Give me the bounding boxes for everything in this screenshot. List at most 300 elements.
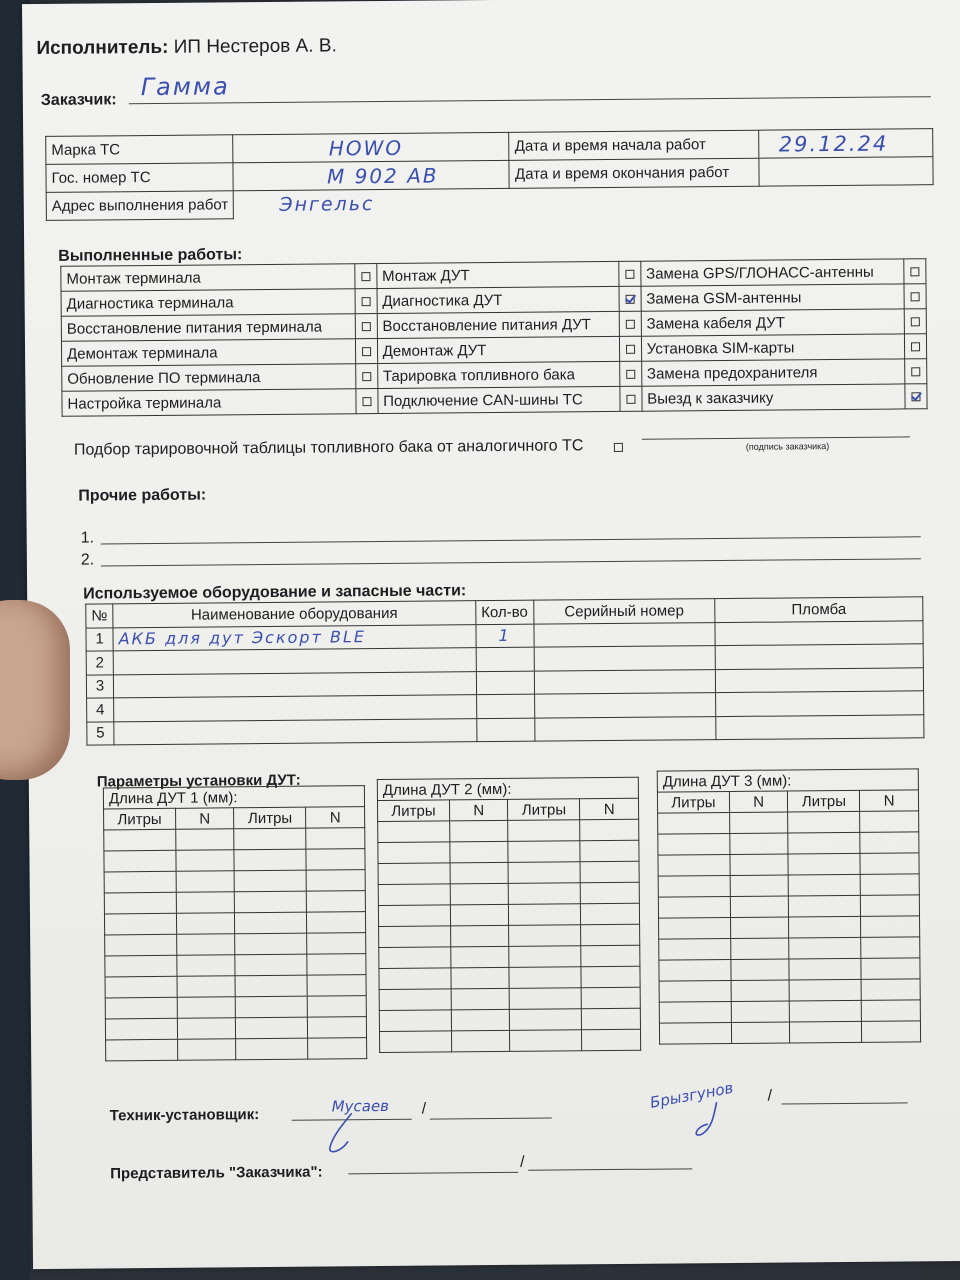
technician-line-3 bbox=[782, 1102, 908, 1104]
dut-cell bbox=[378, 884, 450, 906]
brand-label: Марка ТС bbox=[46, 135, 234, 165]
dut-cell bbox=[177, 1039, 236, 1061]
dut-cell bbox=[450, 925, 509, 947]
dut-cell bbox=[730, 875, 789, 897]
technician-slash-2: / bbox=[767, 1087, 773, 1105]
dut-cell bbox=[659, 980, 731, 1002]
dut-cell bbox=[450, 904, 509, 926]
representative-line-2 bbox=[528, 1168, 692, 1170]
dut-cell bbox=[450, 883, 509, 905]
calibration-checkbox[interactable] bbox=[614, 439, 623, 457]
equipment-cell-seal bbox=[715, 667, 923, 692]
checkbox-icon bbox=[626, 395, 635, 404]
dut-row bbox=[659, 937, 920, 960]
equipment-title: Используемое оборудование и запасные части: bbox=[83, 582, 467, 603]
checkbox-icon bbox=[911, 392, 920, 401]
dut-cell bbox=[789, 958, 861, 980]
dut-row bbox=[379, 924, 640, 947]
dut-cell bbox=[659, 1022, 731, 1044]
executor-value: ИП Нестеров А. В. bbox=[173, 35, 337, 58]
thumb bbox=[0, 600, 70, 780]
other-works-line-2 bbox=[101, 558, 921, 566]
dut-row bbox=[659, 1000, 920, 1023]
dut-cell bbox=[581, 924, 640, 946]
dut-cell bbox=[788, 832, 860, 854]
checkbox-icon bbox=[361, 272, 370, 281]
dut-row bbox=[106, 1038, 367, 1061]
dut-cell bbox=[789, 937, 861, 959]
checkbox-icon bbox=[625, 270, 634, 279]
dut-cell bbox=[106, 1039, 178, 1061]
work-item-label: Диагностика ДУТ bbox=[377, 286, 619, 313]
dut-cell bbox=[104, 829, 176, 851]
work-item-label: Замена предохранителя bbox=[641, 359, 905, 386]
equipment-cell-num: 3 bbox=[86, 674, 113, 698]
dut-cell bbox=[510, 1030, 582, 1052]
dut-row bbox=[105, 996, 366, 1019]
dut-cell bbox=[790, 979, 862, 1001]
dut-cell bbox=[790, 1021, 862, 1043]
dut-cell bbox=[105, 976, 177, 998]
work-item-label: Демонтаж ДУТ bbox=[377, 336, 619, 363]
checkbox-icon bbox=[911, 292, 920, 301]
dut-cell bbox=[509, 967, 581, 989]
dut-header-cell: Литры bbox=[104, 808, 176, 830]
dut-row bbox=[378, 819, 639, 842]
work-item-checkbox[interactable] bbox=[356, 389, 378, 414]
brand-value: HOWO bbox=[328, 135, 404, 160]
dut-cell bbox=[659, 959, 731, 981]
dut-row bbox=[658, 895, 919, 918]
other-works-title: Прочие работы: bbox=[78, 486, 207, 505]
address-label: Адрес выполнения работ bbox=[46, 191, 234, 221]
end-value bbox=[759, 157, 933, 187]
dut-cell bbox=[105, 1018, 177, 1040]
dut-cell bbox=[862, 1000, 921, 1022]
technician-signature-stroke bbox=[312, 1111, 372, 1157]
dut-cell bbox=[788, 811, 860, 833]
equipment-header-cell: Пломба bbox=[715, 597, 923, 622]
vehicle-table bbox=[45, 128, 934, 221]
dut-cell bbox=[235, 870, 307, 892]
work-item-checkbox[interactable] bbox=[904, 309, 926, 334]
dut-cell bbox=[176, 829, 235, 851]
dut-cell bbox=[379, 1031, 451, 1053]
dut-row bbox=[659, 958, 920, 981]
work-item-label: Подключение CAN-шины ТС bbox=[378, 386, 620, 413]
work-item-checkbox[interactable] bbox=[620, 386, 642, 411]
work-item-label: Диагностика терминала bbox=[61, 289, 355, 317]
dut-cell bbox=[379, 1010, 451, 1032]
dut-row bbox=[379, 1029, 640, 1052]
equipment-cell-name bbox=[114, 718, 477, 745]
work-item-checkbox[interactable] bbox=[354, 264, 376, 289]
dut-cell bbox=[450, 820, 509, 842]
work-item-checkbox[interactable] bbox=[619, 311, 641, 336]
dut-header-cell: N bbox=[729, 791, 788, 813]
work-item-label: Замена кабеля ДУТ bbox=[641, 309, 905, 336]
start-label: Дата и время начала работ bbox=[509, 130, 759, 160]
dut-cell bbox=[508, 841, 580, 863]
work-item-checkbox[interactable] bbox=[904, 259, 926, 284]
equipment-cell-num: 5 bbox=[87, 721, 114, 745]
technician-slash: / bbox=[421, 1100, 427, 1118]
dut-row bbox=[105, 933, 366, 956]
dut-cell bbox=[234, 828, 306, 850]
work-item-label: Обновление ПО терминала bbox=[62, 364, 356, 392]
dut-cell bbox=[860, 832, 919, 854]
dut-row bbox=[104, 912, 365, 935]
dut-cell bbox=[308, 1017, 367, 1039]
work-item-checkbox[interactable] bbox=[618, 261, 640, 286]
works-title: Выполненные работы: bbox=[58, 246, 243, 265]
dut-header-cell: Литры bbox=[657, 791, 729, 813]
dut-cell bbox=[658, 854, 730, 876]
dut-row bbox=[659, 979, 920, 1002]
dut-cell bbox=[582, 1029, 641, 1051]
other-works-line-1 bbox=[101, 536, 921, 544]
dut-cell bbox=[731, 980, 790, 1002]
works-table bbox=[60, 258, 927, 417]
dut-row bbox=[105, 954, 366, 977]
dut-cell bbox=[731, 959, 790, 981]
equipment-cell-qty bbox=[476, 671, 534, 695]
dut-cell bbox=[307, 975, 366, 997]
equipment-header-cell: № bbox=[86, 604, 113, 628]
dut-row bbox=[104, 828, 365, 851]
other-works-item-1: 1. bbox=[80, 529, 95, 547]
dut-cell bbox=[509, 946, 581, 968]
signature-caption: (подпись заказчика) bbox=[745, 441, 830, 452]
dut-cell bbox=[788, 853, 860, 875]
equipment-cell-serial bbox=[534, 693, 715, 718]
address-cell bbox=[234, 185, 934, 219]
calibration-label: Подбор тарировочной таблицы топливного бака от аналогичного ТС bbox=[73, 437, 584, 459]
dut-row bbox=[379, 1008, 640, 1031]
dut-cell bbox=[860, 811, 919, 833]
equipment-cell-qty bbox=[476, 647, 534, 671]
dut-cell bbox=[105, 955, 177, 977]
dut-cell bbox=[789, 895, 861, 917]
dut-cell bbox=[581, 903, 640, 925]
dut-cell bbox=[659, 938, 731, 960]
dut-cell bbox=[378, 905, 450, 927]
dut-row bbox=[104, 891, 365, 914]
checkbox-icon bbox=[626, 370, 635, 379]
dut-cell bbox=[659, 917, 731, 939]
dut-cell bbox=[176, 871, 235, 893]
address-value: Энгельс bbox=[279, 192, 375, 216]
work-item-checkbox[interactable] bbox=[355, 339, 377, 364]
checkbox-icon bbox=[362, 397, 371, 406]
dut-cell bbox=[451, 946, 510, 968]
checkbox-icon bbox=[625, 320, 634, 329]
work-item-checkbox[interactable] bbox=[905, 359, 927, 384]
dut-cell bbox=[105, 934, 177, 956]
equipment-cell-qty: 1 bbox=[476, 624, 534, 648]
technician-line-2 bbox=[430, 1118, 552, 1120]
dut-cell bbox=[580, 840, 639, 862]
dut-cell bbox=[235, 933, 307, 955]
dut-cell bbox=[658, 875, 730, 897]
work-item-checkbox[interactable] bbox=[904, 334, 926, 359]
dut-cell bbox=[378, 863, 450, 885]
dut-row bbox=[378, 903, 639, 926]
work-item-checkbox[interactable] bbox=[355, 314, 377, 339]
representative-line-1 bbox=[348, 1172, 518, 1174]
equipment-cell-serial bbox=[534, 646, 715, 671]
equipment-cell-num: 1 bbox=[86, 627, 113, 651]
equipment-cell-num: 4 bbox=[87, 698, 114, 722]
calibration-signature-line bbox=[642, 436, 910, 439]
equipment-cell-serial bbox=[534, 716, 715, 741]
dut-cell bbox=[580, 861, 639, 883]
dut-header-cell: N bbox=[175, 808, 234, 830]
equipment-cell-name bbox=[114, 695, 477, 722]
plate-value: М 902 АВ bbox=[326, 162, 439, 188]
work-item-label: Восстановление питания терминала bbox=[61, 314, 355, 342]
dut-cell bbox=[658, 833, 730, 855]
dut-cell bbox=[861, 979, 920, 1001]
checkbox-icon bbox=[626, 345, 635, 354]
dut-cell bbox=[731, 938, 790, 960]
dut-row bbox=[379, 945, 640, 968]
dut-cell bbox=[658, 896, 730, 918]
dut-cell bbox=[235, 975, 307, 997]
dut-row bbox=[658, 811, 919, 834]
dut-header-row bbox=[377, 798, 638, 821]
dut-title: Длина ДУТ 2 (мм): bbox=[377, 777, 638, 800]
dut-cell bbox=[177, 976, 236, 998]
customer-underline bbox=[129, 96, 931, 104]
work-item-checkbox[interactable] bbox=[619, 286, 641, 311]
dut-cell bbox=[581, 966, 640, 988]
checkbox-icon bbox=[910, 267, 919, 276]
dut-cell bbox=[861, 916, 920, 938]
dut-cell bbox=[450, 862, 509, 884]
dut-cell bbox=[451, 1030, 510, 1052]
start-cell bbox=[759, 129, 933, 159]
dut-cell bbox=[306, 828, 365, 850]
technician-signature-stroke-2 bbox=[682, 1098, 742, 1144]
dut-cell bbox=[861, 937, 920, 959]
equipment-cell-seal bbox=[715, 644, 923, 669]
document-sheet bbox=[22, 0, 960, 1269]
dut-row bbox=[658, 874, 919, 897]
equipment-header-cell: Серийный номер bbox=[533, 599, 714, 624]
equipment-cell-seal bbox=[716, 714, 924, 739]
dut-cell bbox=[306, 870, 365, 892]
work-item-label: Восстановление питания ДУТ bbox=[377, 311, 619, 338]
dut-cell bbox=[860, 874, 919, 896]
equipment-cell-serial bbox=[534, 669, 715, 694]
equipment-cell-serial bbox=[534, 622, 715, 647]
dut-cell bbox=[307, 933, 366, 955]
work-item-label: Демонтаж терминала bbox=[61, 339, 355, 367]
work-item-checkbox[interactable] bbox=[355, 289, 377, 314]
dut-cell bbox=[451, 1009, 510, 1031]
dut-cell bbox=[581, 945, 640, 967]
work-item-checkbox[interactable] bbox=[904, 284, 926, 309]
work-item-label: Монтаж терминала bbox=[61, 264, 355, 292]
dut-cell bbox=[582, 1008, 641, 1030]
equipment-table bbox=[85, 596, 924, 745]
dut-row bbox=[104, 849, 365, 872]
representative-label: Представитель "Заказчика": bbox=[110, 1163, 323, 1183]
dut-cell bbox=[451, 967, 510, 989]
dut-cell bbox=[176, 934, 235, 956]
dut-header-cell: Литры bbox=[788, 790, 860, 812]
dut-cell bbox=[508, 820, 580, 842]
dut-row bbox=[105, 975, 366, 998]
technician-name: Мусаев bbox=[331, 1096, 390, 1116]
dut-row bbox=[379, 966, 640, 989]
dut-cell bbox=[450, 841, 509, 863]
work-item-checkbox[interactable] bbox=[905, 384, 927, 409]
dut-title: Длина ДУТ 1 (мм): bbox=[103, 786, 364, 809]
dut-row bbox=[104, 870, 365, 893]
dut-row bbox=[379, 987, 640, 1010]
dut-cell bbox=[177, 1018, 236, 1040]
other-works-item-2: 2. bbox=[80, 551, 95, 569]
dut-cell bbox=[378, 842, 450, 864]
dut-cell bbox=[104, 892, 176, 914]
checkbox-icon bbox=[911, 367, 920, 376]
dut-cell bbox=[789, 874, 861, 896]
dut-cell bbox=[659, 1001, 731, 1023]
start-value: 29.12.24 bbox=[778, 131, 889, 157]
equipment-cell-name bbox=[113, 671, 476, 698]
dut-title: Длина ДУТ 3 (мм): bbox=[657, 769, 918, 792]
equipment-cell-seal bbox=[715, 691, 923, 716]
dut-header-cell: N bbox=[860, 790, 919, 812]
checkbox-icon bbox=[361, 297, 370, 306]
equipment-cell-num: 2 bbox=[86, 651, 113, 675]
dut-cell bbox=[509, 883, 581, 905]
dut-cell bbox=[307, 891, 366, 913]
dut-header-cell: Литры bbox=[234, 807, 306, 829]
dut-cell bbox=[235, 912, 307, 934]
executor-line bbox=[36, 35, 337, 60]
dut-row bbox=[378, 861, 639, 884]
checkbox-icon bbox=[911, 342, 920, 351]
dut-cell bbox=[176, 892, 235, 914]
dut-cell bbox=[860, 853, 919, 875]
checkbox-icon bbox=[362, 372, 371, 381]
dut-row bbox=[659, 1021, 920, 1044]
customer-label: Заказчик: bbox=[40, 91, 117, 109]
dut-row bbox=[378, 882, 639, 905]
technician-label: Техник-установщик: bbox=[109, 1106, 260, 1125]
dut-cell bbox=[307, 912, 366, 934]
dut-cell bbox=[234, 849, 306, 871]
dut-cell bbox=[378, 821, 450, 843]
equipment-cell-seal bbox=[715, 620, 923, 645]
dut-cell bbox=[730, 896, 789, 918]
dut-title-row bbox=[377, 777, 638, 800]
dut-cell bbox=[862, 1021, 921, 1043]
dut-cell bbox=[236, 996, 308, 1018]
dut-cell bbox=[789, 916, 861, 938]
dut-title-row bbox=[103, 786, 364, 809]
dut-cell bbox=[861, 895, 920, 917]
plate-label: Гос. номер ТС bbox=[46, 163, 234, 193]
equipment-cell-qty bbox=[476, 694, 534, 718]
dut-cell bbox=[104, 850, 176, 872]
dut-cell bbox=[731, 1022, 790, 1044]
work-item-checkbox[interactable] bbox=[355, 364, 377, 389]
dut-cell bbox=[379, 926, 451, 948]
technician-name-2: Брызгунов bbox=[648, 1078, 735, 1112]
dut-table-3 bbox=[657, 768, 921, 1044]
dut-row bbox=[659, 916, 920, 939]
dut-header-cell: Литры bbox=[377, 800, 449, 822]
dut-cell bbox=[509, 862, 581, 884]
dut-cell bbox=[177, 955, 236, 977]
executor-label: Исполнитель: bbox=[36, 36, 169, 59]
dut-header-cell: N bbox=[449, 799, 508, 821]
representative-slash: / bbox=[520, 1153, 525, 1171]
checkbox-icon bbox=[361, 322, 370, 331]
dut-cell bbox=[235, 891, 307, 913]
dut-cell bbox=[235, 954, 307, 976]
dut-row bbox=[658, 853, 919, 876]
dut-cell bbox=[104, 913, 176, 935]
dut-cell bbox=[308, 996, 367, 1018]
equipment-cell-name bbox=[113, 648, 476, 675]
dut-cell bbox=[510, 988, 582, 1010]
dut-header-cell: N bbox=[580, 798, 639, 820]
dut-cell bbox=[105, 997, 177, 1019]
dut-row bbox=[658, 832, 919, 855]
dut-cell bbox=[730, 833, 789, 855]
dut-header-row bbox=[104, 807, 365, 830]
dut-cell bbox=[236, 1017, 308, 1039]
dut-title-row bbox=[657, 769, 918, 792]
work-item-label: Монтаж ДУТ bbox=[376, 261, 618, 288]
dut-table-2 bbox=[377, 777, 641, 1053]
customer-value: Гамма bbox=[140, 72, 230, 102]
dut-cell bbox=[176, 850, 235, 872]
work-item-checkbox[interactable] bbox=[619, 336, 641, 361]
work-item-label: Установка SIM-карты bbox=[641, 334, 905, 361]
dut-cell bbox=[731, 1001, 790, 1023]
dut-cell bbox=[236, 1038, 308, 1060]
plate-cell bbox=[233, 160, 509, 190]
dut-cell bbox=[581, 882, 640, 904]
dut-header-cell: N bbox=[306, 807, 365, 829]
dut-cell bbox=[580, 819, 639, 841]
dut-cell bbox=[730, 854, 789, 876]
dut-row bbox=[105, 1017, 366, 1040]
dut-cell bbox=[176, 913, 235, 935]
dut-cell bbox=[379, 947, 451, 969]
dut-header-row bbox=[657, 790, 918, 813]
dut-cell bbox=[379, 989, 451, 1011]
dut-row bbox=[378, 840, 639, 863]
equipment-header-cell: Наименование оборудования bbox=[113, 601, 476, 628]
dut-cell bbox=[307, 954, 366, 976]
end-label: Дата и время окончания работ bbox=[509, 158, 759, 188]
dut-table-1 bbox=[103, 785, 367, 1061]
work-item-label: Выезд к заказчику bbox=[642, 384, 906, 411]
dut-cell bbox=[581, 987, 640, 1009]
dut-cell bbox=[509, 925, 581, 947]
equipment-header-cell: Кол-во bbox=[475, 600, 533, 624]
work-item-label: Замена GPS/ГЛОНАСС-антенны bbox=[640, 259, 904, 286]
dut-cell bbox=[306, 849, 365, 871]
work-item-checkbox[interactable] bbox=[619, 361, 641, 386]
